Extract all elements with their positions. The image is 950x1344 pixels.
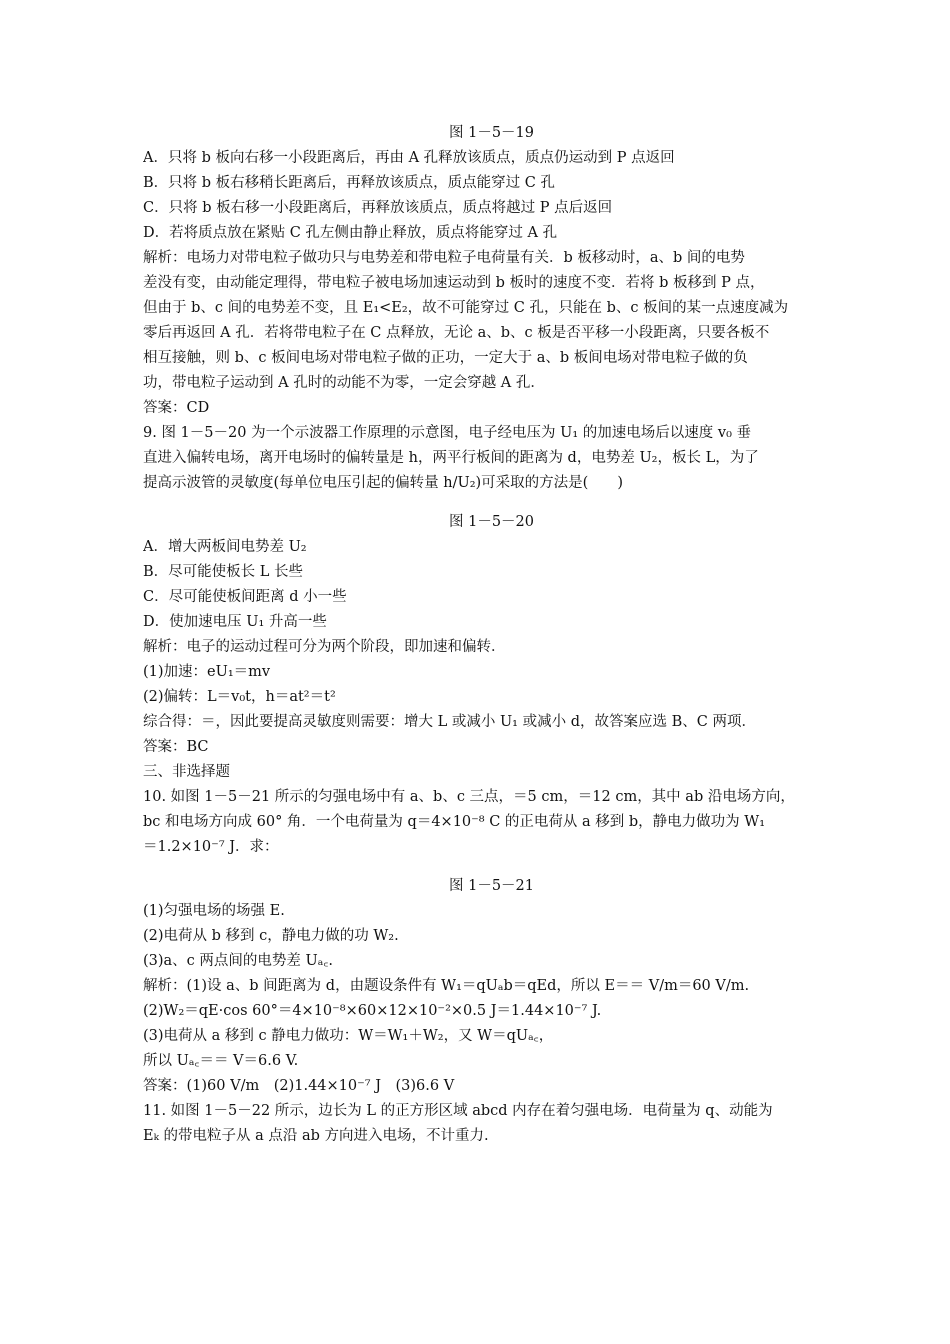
text-line: B．只将 b 板右移稍长距离后，再释放该质点，质点能穿过 C 孔 [143,175,555,191]
text-line: 直进入偏转电场，离开电场时的偏转量是 h，两平行板间的距离为 d，电势差 U₂，板长 L，为了 [143,450,759,466]
text-line: 10. 如图 1－5－21 所示的匀强电场中有 a、b、c 三点，＝5 cm，＝12 cm，其中 ab 沿电场方向， [143,789,795,805]
text-line: 差没有变，由动能定理得，带电粒子被电场加速运动到 b 板时的速度不变．若将 b 板移到 P 点， [143,275,765,291]
text-line: (1)匀强电场的场强 E. [143,903,285,919]
text-line: 答案：BC [143,739,209,755]
figure-caption: 图 1－5－20 [448,514,534,530]
text-line: 零后再返回 A 孔．若将带电粒子在 C 点释放，无论 a、b、c 板是否平移一小段距离，只要各板不 [143,325,770,341]
text-line: 11. 如图 1－5－22 所示，边长为 L 的正方形区域 abcd 内存在着匀强电场．电荷量为 q、动能为 [143,1103,773,1119]
text-line: (1)加速：eU₁＝mv [143,664,271,680]
text-line: C．尽可能使板间距离 d 小一些 [143,589,347,605]
text-line: 功，带电粒子运动到 A 孔时的动能不为零，一定会穿越 A 孔． [143,375,545,391]
text-line: 9. 图 1－5－20 为一个示波器工作原理的示意图，电子经电压为 U₁ 的加速电场后以速度 v₀ 垂 [143,425,752,441]
text-line: 所以 Uₐ꜀＝＝ V＝6.6 V. [143,1053,299,1069]
text-line: 综合得：＝，因此要提高灵敏度则需要：增大 L 或减小 U₁ 或减小 d，故答案应选 B、C 两项． [143,714,756,730]
text-line: C．只将 b 板右移一小段距离后，再释放该质点，质点将越过 P 点后返回 [143,200,613,216]
text-line: A．只将 b 板向右移一小段距离后，再由 A 孔释放该质点，质点仍运动到 P 点返回 [143,150,675,166]
text-line: B．尽可能使板长 L 长些 [143,564,304,580]
text-line: 答案：(1)60 V/m (2)1.44×10⁻⁷ J (3)6.6 V [143,1078,455,1094]
text-line: 答案：CD [143,400,210,416]
text-line: 解析：电场力对带电粒子做功只与电势差和带电粒子电荷量有关．b 板移动时，a、b 间的电势 [143,250,745,266]
text-line: ＝1.2×10⁻⁷ J．求： [143,839,279,855]
figure-caption: 图 1－5－19 [448,125,534,141]
text-line: (2)电荷从 b 移到 c，静电力做的功 W₂. [143,928,399,944]
text-line: D．使加速电压 U₁ 升高一些 [143,614,327,630]
text-line: 相互接触，则 b、c 板间电场对带电粒子做的正功，一定大于 a、b 板间电场对带电粒子做的负 [143,350,748,366]
text-line: 解析：电子的运动过程可分为两个阶段，即加速和偏转． [143,639,506,655]
text-line: 解析：(1)设 a、b 间距离为 d，由题设条件有 W₁＝qUₐb＝qEd，所以 E＝＝ V/m＝60 V/m. [143,978,750,994]
text-line: 三、非选择题 [143,764,230,780]
text-line: Eₖ 的带电粒子从 a 点沿 ab 方向进入电场，不计重力. [143,1128,489,1144]
text-line: bc 和电场方向成 60° 角．一个电荷量为 q＝4×10⁻⁸ C 的正电荷从 a 移到 b，静电力做功为 W₁ [143,814,766,830]
text-line: D．若将质点放在紧贴 C 孔左侧由静止释放，质点将能穿过 A 孔 [143,225,558,241]
figure-caption: 图 1－5－21 [448,878,534,894]
text-line: (2)偏转：L＝v₀t，h＝at²＝t² [143,689,336,705]
text-line: (2)W₂＝qE·cos 60°＝4×10⁻⁸×60×12×10⁻²×0.5 J＝1.44×10⁻⁷ J. [143,1003,602,1019]
figure-space [143,496,840,510]
text-line: (3)a、c 两点间的电势差 Uₐ꜀. [143,953,333,969]
figure-space [143,860,840,874]
text-line: A．增大两板间电势差 U₂ [143,539,307,555]
text-line: 提高示波管的灵敏度(每单位电压引起的偏转量 h/U₂)可采取的方法是( ) [143,475,623,491]
text-line: 但由于 b、c 间的电势差不变，且 E₁<E₂，故不可能穿过 C 孔，只能在 b、c 板间的某一点速度减为 [143,300,789,316]
text-line: (3)电荷从 a 移到 c 静电力做功：W＝W₁＋W₂，又 W＝qUₐ꜀， [143,1028,554,1044]
